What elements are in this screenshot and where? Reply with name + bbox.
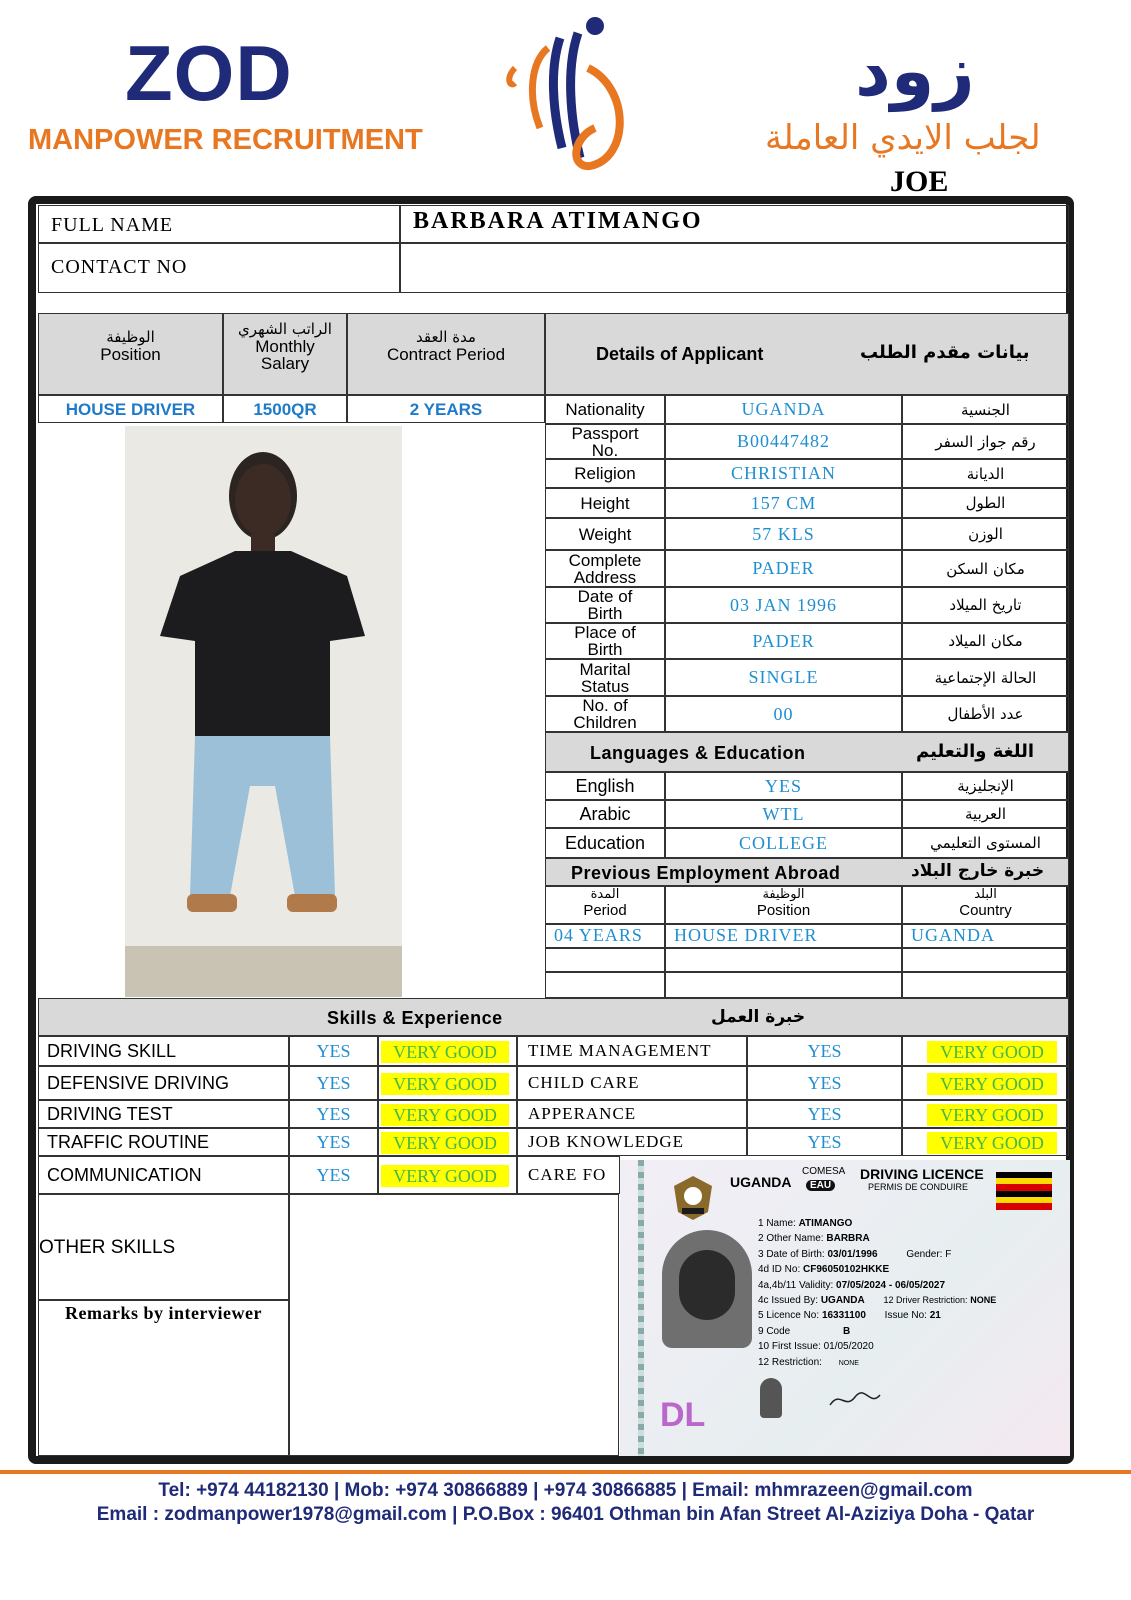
detail-value-cell <box>665 459 902 488</box>
uganda-flag-icon <box>996 1172 1052 1210</box>
skill-level-cell <box>902 1100 1069 1128</box>
skill-has-cell <box>747 1100 902 1128</box>
skill-row <box>38 1066 289 1100</box>
skill-has-cell <box>289 1036 378 1066</box>
language-ar-cell <box>902 772 1069 800</box>
language-label-cell <box>545 772 665 800</box>
detail-label-cell <box>545 518 665 550</box>
brand-subtitle-arabic: لجلب الايدي العاملة <box>765 118 1041 158</box>
skill-has-cell <box>747 1128 902 1156</box>
detail-label: Marital Status <box>579 659 631 696</box>
contact-value-cell <box>400 243 1069 293</box>
languages-header <box>545 732 1069 772</box>
period-value-cell <box>347 395 545 423</box>
employment-title: Previous Employment Abroad <box>571 863 841 883</box>
detail-ar: مكان السكن <box>946 559 1025 578</box>
language-ar: المستوى التعليمي <box>930 834 1041 852</box>
detail-ar-cell <box>902 518 1069 550</box>
skill-level: VERY GOOD <box>927 1041 1057 1063</box>
skill-row <box>38 1128 289 1156</box>
position-header <box>38 313 223 395</box>
detail-value: UGANDA <box>741 399 826 419</box>
coat-of-arms-icon <box>670 1172 716 1222</box>
licence-first-issue: 01/05/2020 <box>823 1341 874 1353</box>
detail-label: Religion <box>574 464 636 483</box>
skill-level: VERY GOOD <box>381 1073 509 1095</box>
detail-value-cell <box>665 518 902 550</box>
licence-validity: 07/05/2024 - 06/05/2027 <box>836 1279 945 1291</box>
emp-period-header <box>545 886 665 924</box>
emp-row <box>545 924 665 948</box>
detail-value: 157 CM <box>750 492 817 513</box>
licence-issue-label: Issue No: <box>884 1310 927 1322</box>
skill-name: CARE FO <box>528 1165 607 1184</box>
position-value: HOUSE DRIVER <box>65 400 196 419</box>
detail-label-cell <box>545 424 665 459</box>
skill-name: DRIVING SKILL <box>47 1040 177 1061</box>
detail-ar-cell <box>902 424 1069 459</box>
employment-header <box>545 858 1069 886</box>
detail-ar: رقم جواز السفر <box>935 432 1036 451</box>
detail-value-cell <box>665 587 902 623</box>
licence-comesa: COMESA <box>802 1166 846 1177</box>
footer-contact: Tel: +974 44182130 | Mob: +974 30866889 | +974 30866885 | Email: mhmrazeen@gmail.com <box>158 1480 973 1501</box>
salary-value: 1500QR <box>253 400 317 419</box>
skill-row <box>38 1156 289 1194</box>
full-name-value: BARBARA ATIMANGO <box>413 208 703 234</box>
skill-level-cell <box>902 1128 1069 1156</box>
skill-level-cell <box>378 1100 517 1128</box>
licence-dob-label: 3 Date of Birth: <box>758 1248 825 1260</box>
contact-label-cell <box>38 243 400 293</box>
language-value: YES <box>764 775 802 796</box>
skill-row <box>38 1100 289 1128</box>
emp-row-empty <box>665 948 902 972</box>
brand-logo-arabic: زود <box>855 30 975 112</box>
licence-first-issue-label: 10 First Issue: <box>758 1341 821 1353</box>
detail-ar: تاريخ الميلاد <box>949 596 1022 614</box>
detail-label-cell <box>545 659 665 696</box>
detail-value: SINGLE <box>748 667 819 687</box>
licence-title: DRIVING LICENCE <box>860 1166 984 1182</box>
skill-level: VERY GOOD <box>381 1132 509 1154</box>
detail-label: Complete Address <box>568 550 642 587</box>
licence-restriction2-label: 12 Restriction: <box>758 1356 822 1368</box>
salary-header <box>223 313 347 395</box>
detail-label: Passport No. <box>571 423 639 460</box>
detail-value: 57 KLS <box>752 523 815 544</box>
licence-name: ATIMANGO <box>798 1218 853 1229</box>
language-value-cell <box>665 828 902 858</box>
skill-has-cell <box>289 1156 378 1194</box>
language-label-cell <box>545 800 665 828</box>
detail-ar-cell <box>902 659 1069 696</box>
licence-subtitle: PERMIS DE CONDUIRE <box>868 1182 969 1192</box>
skill-row <box>517 1036 747 1066</box>
detail-ar-cell <box>902 550 1069 587</box>
skill-name: JOB KNOWLEDGE <box>528 1132 685 1151</box>
employment-title-ar: خبرة خارج البلاد <box>911 861 1045 881</box>
detail-label: Date of Birth <box>577 587 633 623</box>
skill-row <box>517 1128 747 1156</box>
licence-fields <box>758 1216 1058 1371</box>
skill-level: VERY GOOD <box>381 1041 509 1063</box>
detail-label: Weight <box>578 524 632 544</box>
licence-dl-mark: DL <box>660 1396 706 1434</box>
detail-ar: مكان الميلاد <box>948 632 1023 650</box>
other-skills-label: OTHER SKILLS <box>39 1237 176 1258</box>
licence-eau: EAU <box>806 1180 835 1191</box>
skill-level: VERY GOOD <box>381 1104 509 1126</box>
salary-header-ar: الراتب الشهري <box>238 320 332 338</box>
skill-level-cell <box>378 1128 517 1156</box>
full-name-label: FULL NAME <box>51 214 174 236</box>
detail-label-cell <box>545 459 665 488</box>
emp-country-label: Country <box>959 902 1012 919</box>
detail-ar: الجنسية <box>961 400 1010 419</box>
licence-code: B <box>843 1325 851 1337</box>
skill-name: DEFENSIVE DRIVING <box>47 1072 230 1093</box>
skill-level-cell <box>378 1036 517 1066</box>
skill-has-cell <box>747 1036 902 1066</box>
skill-has: YES <box>316 1072 351 1093</box>
footer-address: Email : zodmanpower1978@gmail.com | P.O.Box : 96401 Othman bin Afan Street Al-Aziziya Doha - Qatar <box>96 1504 1035 1525</box>
licence-no-label: 5 Licence No: <box>758 1310 820 1322</box>
detail-ar-cell <box>902 395 1069 424</box>
detail-label: Place of Birth <box>574 623 636 659</box>
position-header-ar: الوظيفة <box>106 328 155 346</box>
remarks-label: Remarks by interviewer <box>65 1303 262 1323</box>
detail-value-cell <box>665 696 902 732</box>
emp-period-value: 04 YEARS <box>554 925 643 945</box>
skill-name: TIME MANAGEMENT <box>528 1041 712 1060</box>
period-header-ar: مدة العقد <box>416 328 476 346</box>
detail-value: B00447482 <box>736 431 830 451</box>
skill-has: YES <box>807 1072 842 1093</box>
skill-has: YES <box>807 1103 842 1124</box>
detail-value: PADER <box>752 630 815 651</box>
period-value: 2 YEARS <box>409 400 483 419</box>
skill-has: YES <box>316 1131 351 1152</box>
licence-restriction: NONE <box>970 1295 997 1306</box>
emp-period-ar: المدة <box>590 887 620 902</box>
skill-row <box>38 1036 289 1066</box>
detail-label-cell <box>545 488 665 518</box>
skill-row <box>517 1066 747 1100</box>
licence-code-label: 9 Code <box>758 1325 791 1337</box>
full-name-value-cell <box>400 205 1069 243</box>
detail-ar: عدد الأطفال <box>947 705 1024 723</box>
skills-title-ar: خبرة العمل <box>711 1007 806 1027</box>
detail-value-cell <box>665 424 902 459</box>
licence-dob: 03/01/1996 <box>827 1248 878 1260</box>
salary-value-cell <box>223 395 347 423</box>
emp-country-header <box>902 886 1069 924</box>
language-ar: العربية <box>965 805 1006 823</box>
language-label-cell <box>545 828 665 858</box>
contact-value <box>401 244 1068 256</box>
detail-ar: الطول <box>965 494 1006 512</box>
emp-row <box>665 924 902 948</box>
security-strip <box>638 1160 644 1456</box>
remarks-cell <box>38 1300 289 1456</box>
detail-ar: الحالة الإجتماعية <box>934 668 1037 687</box>
licence-issue-no: 21 <box>929 1310 941 1322</box>
detail-label-cell <box>545 623 665 659</box>
detail-label: No. of Children <box>573 696 637 732</box>
emp-position-header <box>665 886 902 924</box>
languages-title-ar: اللغة والتعليم <box>916 741 1035 762</box>
details-header <box>545 313 1069 395</box>
contact-label: CONTACT NO <box>51 256 188 278</box>
detail-ar-cell <box>902 459 1069 488</box>
licence-name-label: 1 Name: <box>758 1218 796 1229</box>
licence-holder-photo <box>662 1230 752 1348</box>
other-skills-value <box>289 1194 619 1456</box>
licence-issued-label: 4c Issued By: <box>758 1295 819 1307</box>
skill-has-cell <box>289 1066 378 1100</box>
period-header <box>347 313 545 395</box>
licence-no: 16331100 <box>821 1310 866 1322</box>
emp-row-empty <box>902 948 1069 972</box>
language-label: English <box>575 775 635 796</box>
detail-value-cell <box>665 659 902 696</box>
skill-has-cell <box>289 1128 378 1156</box>
emp-row <box>902 924 1069 948</box>
period-header-label: Contract Period <box>386 345 506 364</box>
licence-restriction-label: 12 Driver Restriction: <box>883 1295 968 1306</box>
skill-has-cell <box>747 1066 902 1100</box>
skill-has: YES <box>316 1103 351 1124</box>
skill-name: CHILD CARE <box>528 1073 640 1092</box>
skill-name: TRAFFIC ROUTINE <box>47 1131 209 1152</box>
full-name-label-cell <box>38 205 400 243</box>
detail-ar: الوزن <box>968 525 1003 543</box>
detail-value-cell <box>665 623 902 659</box>
skill-has: YES <box>316 1040 351 1061</box>
skill-has: YES <box>807 1040 842 1061</box>
brand-subtitle: MANPOWER RECRUITMENT <box>28 124 423 156</box>
emp-country-value: UGANDA <box>911 925 995 945</box>
details-title: Details of Applicant <box>596 344 764 364</box>
language-ar-cell <box>902 828 1069 858</box>
detail-label: Height <box>580 493 630 513</box>
salary-header-label: Monthly Salary <box>255 337 315 373</box>
skills-title: Skills & Experience <box>327 1008 503 1028</box>
emp-position-label: Position <box>756 902 811 919</box>
position-value-cell <box>38 395 223 423</box>
applicant-figure <box>125 426 402 997</box>
skill-level-cell <box>902 1036 1069 1066</box>
skill-name: COMMUNICATION <box>47 1164 202 1185</box>
licence-gender: F <box>945 1248 952 1260</box>
skill-has: YES <box>316 1164 351 1185</box>
detail-value-cell <box>665 395 902 424</box>
emp-row-empty <box>902 972 1069 998</box>
skill-name: DRIVING TEST <box>47 1103 173 1124</box>
detail-ar-cell <box>902 587 1069 623</box>
languages-title: Languages & Education <box>590 743 806 763</box>
footer-divider <box>0 1470 1131 1474</box>
applicant-photo <box>125 426 402 997</box>
detail-value: 03 JAN 1996 <box>729 594 837 615</box>
skill-has: YES <box>807 1131 842 1152</box>
detail-label-cell <box>545 587 665 623</box>
language-value-cell <box>665 772 902 800</box>
emp-period-label: Period <box>583 902 627 919</box>
language-value: WTL <box>762 803 805 824</box>
skill-name: APPERANCE <box>528 1104 637 1123</box>
licence-id-label: 4d ID No: <box>758 1264 801 1276</box>
detail-ar-cell <box>902 488 1069 518</box>
language-value-cell <box>665 800 902 828</box>
skill-level: VERY GOOD <box>927 1132 1057 1154</box>
driving-licence-card <box>620 1160 1070 1456</box>
details-title-ar: بيانات مقدم الطلب <box>860 342 1030 363</box>
skill-has-cell <box>289 1100 378 1128</box>
detail-label-cell <box>545 395 665 424</box>
emp-position-value: HOUSE DRIVER <box>674 925 818 945</box>
licence-restriction2: NONE <box>838 1359 859 1367</box>
licence-gender-label: Gender: <box>906 1248 943 1260</box>
emp-row-empty <box>545 948 665 972</box>
skill-level-cell <box>378 1156 517 1194</box>
detail-value: PADER <box>752 558 815 578</box>
detail-label-cell <box>545 550 665 587</box>
position-header-label: Position <box>100 345 161 364</box>
emp-country-ar: البلد <box>974 887 997 902</box>
language-ar: الإنجليزية <box>957 777 1014 795</box>
skill-level: VERY GOOD <box>927 1104 1057 1126</box>
emp-position-ar: الوظيفة <box>762 887 805 902</box>
detail-value: CHRISTIAN <box>730 463 836 483</box>
skill-level-cell <box>902 1066 1069 1100</box>
emp-row-empty <box>665 972 902 998</box>
skill-row <box>517 1156 620 1194</box>
skill-level-cell <box>378 1066 517 1100</box>
detail-value-cell <box>665 488 902 518</box>
language-label: Education <box>564 832 646 853</box>
licence-other-label: 2 Other Name: <box>758 1233 824 1245</box>
brand-logo-text: ZOD <box>125 29 293 117</box>
signature-icon <box>825 1385 885 1415</box>
emp-row-empty <box>545 972 665 998</box>
brand-logo-icon <box>500 8 635 173</box>
detail-value: 00 <box>773 703 794 724</box>
skill-row <box>517 1100 747 1128</box>
language-ar-cell <box>902 800 1069 828</box>
skill-level: VERY GOOD <box>927 1073 1057 1095</box>
licence-validity-label: 4a,4b/11 Validity: <box>758 1279 834 1291</box>
detail-ar-cell <box>902 696 1069 732</box>
detail-ar-cell <box>902 623 1069 659</box>
language-label: Arabic <box>579 803 631 824</box>
other-skills-cell <box>38 1194 289 1300</box>
skills-header <box>38 998 1069 1036</box>
detail-label: Nationality <box>565 400 645 419</box>
skill-level: VERY GOOD <box>381 1165 509 1187</box>
licence-issued: UGANDA <box>820 1295 865 1307</box>
detail-label-cell <box>545 696 665 732</box>
licence-ghost-photo <box>760 1378 782 1418</box>
detail-value-cell <box>665 550 902 587</box>
licence-country: UGANDA <box>730 1174 792 1190</box>
detail-ar: الديانة <box>966 464 1005 483</box>
language-value: COLLEGE <box>739 832 828 853</box>
licence-other-name: BARBRA <box>826 1233 870 1245</box>
agent-name: JOE <box>890 165 949 198</box>
licence-id: CF96050102HKKE <box>803 1264 890 1276</box>
